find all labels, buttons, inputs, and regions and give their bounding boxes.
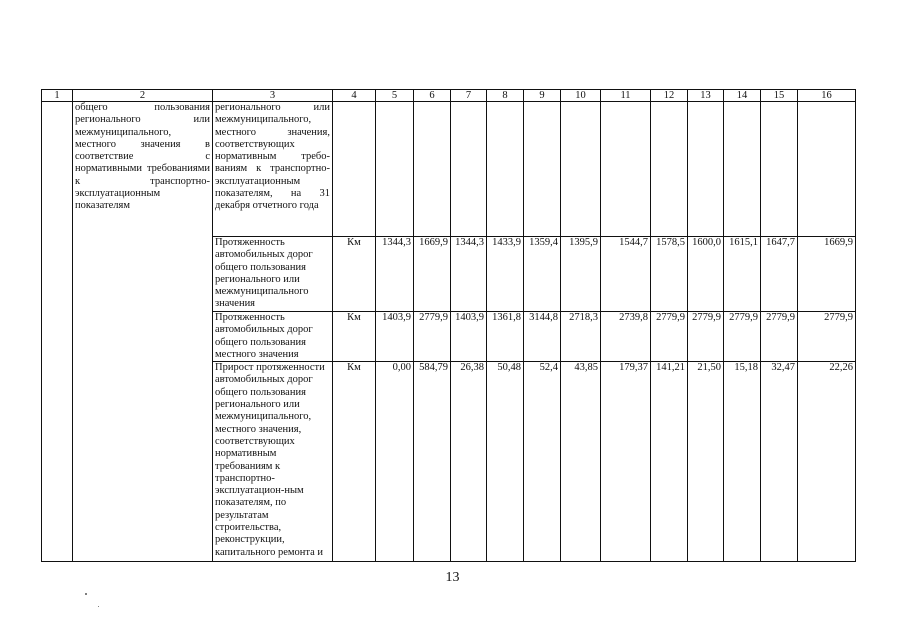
header-cell: 9 bbox=[524, 90, 561, 102]
value-cell: 1669,9 bbox=[798, 237, 856, 312]
value-cell: 1359,4 bbox=[524, 237, 561, 312]
unit-cell bbox=[333, 102, 376, 237]
value-cell: 1344,3 bbox=[451, 237, 487, 312]
header-cell: 16 bbox=[798, 90, 856, 102]
value-cell bbox=[761, 102, 798, 237]
value-cell bbox=[724, 102, 761, 237]
table-row bbox=[42, 102, 856, 237]
value-cell: 15,18 bbox=[724, 362, 761, 562]
value-cell bbox=[798, 102, 856, 237]
header-cell: 14 bbox=[724, 90, 761, 102]
value-cell: 1669,9 bbox=[414, 237, 451, 312]
value-cell: 1433,9 bbox=[487, 237, 524, 312]
value-cell: 1647,7 bbox=[761, 237, 798, 312]
header-cell: 10 bbox=[561, 90, 601, 102]
value-cell bbox=[451, 102, 487, 237]
indicator-cell: регионального или межмуниципального, местного значения, соответствующих нормативным требо-ваниям к транспортно-эксплуатационным показателям, на 31 декабря отчетного года bbox=[213, 102, 333, 237]
header-cell: 7 bbox=[451, 90, 487, 102]
unit-cell: Км bbox=[333, 312, 376, 362]
value-cell: 43,85 bbox=[561, 362, 601, 562]
value-cell bbox=[487, 102, 524, 237]
header-row bbox=[42, 90, 856, 102]
value-cell: 1578,5 bbox=[651, 237, 688, 312]
value-cell bbox=[376, 102, 414, 237]
value-cell bbox=[601, 102, 651, 237]
header-cell: 13 bbox=[688, 90, 724, 102]
indicator-cell: Протяженность автомобильных дорог общего пользования регионального или межмуниципального значения bbox=[213, 237, 333, 312]
header-cell: 12 bbox=[651, 90, 688, 102]
value-cell: 2739,8 bbox=[601, 312, 651, 362]
value-cell bbox=[688, 102, 724, 237]
value-cell: 179,37 bbox=[601, 362, 651, 562]
page-number: 13 bbox=[445, 570, 460, 585]
value-cell: 2779,9 bbox=[724, 312, 761, 362]
indicator-cell: Прирост протяженности автомобильных дорог общего пользования регионального или межмуниципального, местного значения, соответствующих нормативным требованиям к транспортно-эксплуатацион-ным показателям, по результатам строительства, реконструкции, капитального ремонта и bbox=[213, 362, 333, 562]
scan-speck bbox=[98, 606, 99, 607]
value-cell: 1615,1 bbox=[724, 237, 761, 312]
value-cell: 2779,9 bbox=[798, 312, 856, 362]
value-cell bbox=[561, 102, 601, 237]
value-cell: 584,79 bbox=[414, 362, 451, 562]
index-cell bbox=[42, 102, 73, 562]
value-cell: 2779,9 bbox=[651, 312, 688, 362]
value-cell: 1544,7 bbox=[601, 237, 651, 312]
value-cell: 22,26 bbox=[798, 362, 856, 562]
value-cell bbox=[651, 102, 688, 237]
value-cell: 3144,8 bbox=[524, 312, 561, 362]
scan-speck bbox=[85, 593, 87, 595]
header-cell: 8 bbox=[487, 90, 524, 102]
value-cell: 0,00 bbox=[376, 362, 414, 562]
header-cell: 3 bbox=[213, 90, 333, 102]
header-cell: 1 bbox=[42, 90, 73, 102]
value-cell bbox=[414, 102, 451, 237]
value-cell: 1361,8 bbox=[487, 312, 524, 362]
value-cell bbox=[524, 102, 561, 237]
indicator-cell: Протяженность автомобильных дорог общего пользования местного значения bbox=[213, 312, 333, 362]
value-cell: 32,47 bbox=[761, 362, 798, 562]
value-cell: 2779,9 bbox=[761, 312, 798, 362]
header-cell: 6 bbox=[414, 90, 451, 102]
value-cell: 1600,0 bbox=[688, 237, 724, 312]
header-cell: 2 bbox=[73, 90, 213, 102]
value-cell: 26,38 bbox=[451, 362, 487, 562]
unit-cell: Км bbox=[333, 362, 376, 562]
value-cell: 141,21 bbox=[651, 362, 688, 562]
value-cell: 2779,9 bbox=[688, 312, 724, 362]
goal-cell: общего пользования регионального или межмуниципального, местного значения в соответствие с нормативными требованиями к транспортно-эксплуатационным показателям bbox=[73, 102, 213, 562]
value-cell: 52,4 bbox=[524, 362, 561, 562]
value-cell: 2718,3 bbox=[561, 312, 601, 362]
value-cell: 50,48 bbox=[487, 362, 524, 562]
header-cell: 4 bbox=[333, 90, 376, 102]
header-cell: 11 bbox=[601, 90, 651, 102]
data-table bbox=[41, 89, 856, 562]
value-cell: 1395,9 bbox=[561, 237, 601, 312]
value-cell: 2779,9 bbox=[414, 312, 451, 362]
value-cell: 1403,9 bbox=[451, 312, 487, 362]
value-cell: 1403,9 bbox=[376, 312, 414, 362]
value-cell: 21,50 bbox=[688, 362, 724, 562]
value-cell: 1344,3 bbox=[376, 237, 414, 312]
header-cell: 15 bbox=[761, 90, 798, 102]
header-cell: 5 bbox=[376, 90, 414, 102]
unit-cell: Км bbox=[333, 237, 376, 312]
